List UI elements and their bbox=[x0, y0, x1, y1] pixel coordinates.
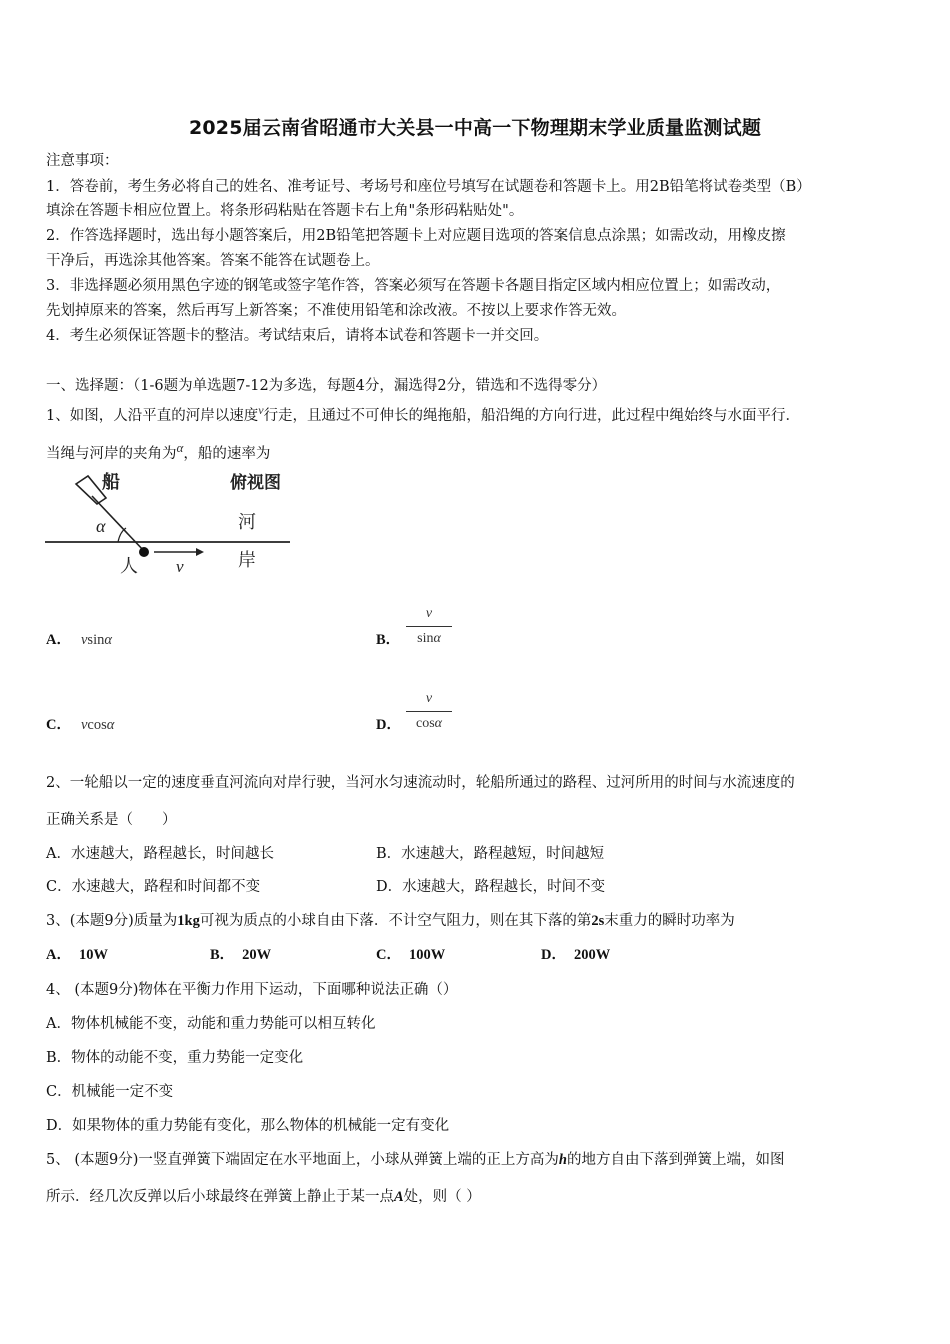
q4-option-a[interactable]: A．物体机械能不变，动能和重力势能可以相互转化 bbox=[46, 1016, 376, 1032]
q1-option-c[interactable] bbox=[46, 715, 114, 735]
notice-line: 2．作答选择题时，选出每小题答案后，用2B铅笔把答题卡上对应题目选项的答案信息点涂黑；如需改动，用橡皮擦 bbox=[46, 228, 786, 244]
q5-var-h: h bbox=[558, 1152, 567, 1168]
q2-option-a[interactable]: A．水速越大，路程越长，时间越长 bbox=[46, 846, 274, 862]
q1-option-b-fraction bbox=[406, 604, 452, 649]
notice-line: 1．答卷前，考生务必将自己的姓名、准考证号、考场号和座位号填写在试题卷和答题卡上。用2B铅笔将试卷类型（B） bbox=[46, 179, 811, 195]
option-label: C． bbox=[376, 947, 401, 963]
fraction-numerator: v bbox=[425, 691, 433, 706]
den-fn: cos bbox=[415, 716, 435, 731]
label-person: 人 bbox=[120, 556, 138, 577]
q3-option-a[interactable] bbox=[46, 945, 108, 965]
fraction-numerator: v bbox=[425, 606, 433, 621]
option-var: v bbox=[80, 717, 88, 733]
q1-option-d-fraction bbox=[406, 689, 452, 734]
q3-text: 3、(本题9分)质量为 bbox=[46, 913, 178, 929]
q3-text: 末重力的瞬时功率为 bbox=[604, 913, 735, 929]
q5-text: 所示．经几次反弹以后小球最终在弹簧上静止于某一点 bbox=[46, 1189, 394, 1205]
fraction-denominator bbox=[406, 714, 452, 734]
label-velocity: v bbox=[176, 557, 184, 576]
q1-text: 1、如图，人沿平直的河岸以速度 bbox=[46, 407, 259, 424]
velocity-arrowhead bbox=[196, 548, 204, 556]
q3-time: 2s bbox=[591, 913, 605, 929]
option-var: α bbox=[104, 632, 112, 648]
option-value: 20W bbox=[242, 947, 272, 963]
q1-option-a[interactable] bbox=[46, 630, 112, 650]
q4-stem: 4、 (本题9分)物体在平衡力作用下运动，下面哪种说法正确（） bbox=[46, 982, 458, 998]
notice-line: 先划掉原来的答案，然后再写上新答案；不准使用铅笔和涂改液。不按以上要求作答无效。 bbox=[46, 303, 626, 319]
option-label: A． bbox=[46, 947, 71, 963]
page-title: 2025届云南省昭通市大关县一中高一下物理期末学业质量监测试题 bbox=[188, 117, 762, 139]
option-label: B． bbox=[376, 632, 401, 648]
fraction-bar bbox=[406, 711, 452, 712]
q3-option-b[interactable] bbox=[210, 945, 271, 965]
den-fn: sin bbox=[417, 631, 434, 646]
q5-stem-line2 bbox=[46, 1187, 481, 1207]
notice-heading: 注意事项： bbox=[46, 153, 119, 169]
q2-stem-line2: 正确关系是（ ） bbox=[46, 812, 177, 828]
person-dot bbox=[139, 547, 149, 557]
q1-text: 行走，且通过不可伸长的绳拖船，船沿绳的方向行进，此过程中绳始终与水面平行． bbox=[263, 407, 801, 424]
option-value: 200W bbox=[573, 947, 611, 963]
q4-option-c[interactable]: C．机械能一定不变 bbox=[46, 1084, 174, 1100]
q5-var-a: A bbox=[394, 1189, 404, 1205]
option-value: 100W bbox=[408, 947, 446, 963]
q1-var-alpha: α bbox=[176, 440, 184, 455]
option-label: B． bbox=[210, 947, 235, 963]
q4-option-d[interactable]: D．如果物体的重力势能有变化，那么物体的机械能一定有变化 bbox=[46, 1118, 450, 1134]
option-fn: cos bbox=[87, 717, 107, 733]
option-label: D． bbox=[376, 717, 401, 733]
section-heading: 一、选择题：（1-6题为单选题7-12为多选，每题4分，漏选得2分，错选和不选得零分） bbox=[46, 378, 607, 394]
label-bank: 岸 bbox=[238, 550, 256, 571]
q2-stem-line1: 2、一轮船以一定的速度垂直河流向对岸行驶，当河水匀速流动时，轮船所通过的路程、过河所用的时间与水流速度的 bbox=[46, 775, 795, 791]
q5-stem-line1 bbox=[46, 1150, 784, 1170]
q1-text: 当绳与河岸的夹角为 bbox=[46, 445, 177, 462]
q5-text: 处，则（ ） bbox=[403, 1189, 481, 1205]
notice-line: 3．非选择题必须用黑色字迹的钢笔或签字笔作答，答案必须写在答题卡各题目指定区域内相应位置上；如需改动， bbox=[46, 278, 781, 294]
q5-text: 5、 (本题9分)一竖直弹簧下端固定在水平地面上，小球从弹簧上端的正上方高为 bbox=[46, 1152, 559, 1168]
option-label: C． bbox=[46, 717, 71, 733]
q3-option-c[interactable] bbox=[376, 945, 445, 965]
notice-line: 填涂在答题卡相应位置上。将条形码粘贴在答题卡右上角"条形码粘贴处"。 bbox=[46, 203, 524, 219]
q5-text: 的地方自由下落到弹簧上端，如图 bbox=[566, 1152, 785, 1168]
label-boat: 船 bbox=[102, 472, 120, 493]
option-value: 10W bbox=[78, 947, 108, 963]
q1-stem-line1 bbox=[46, 400, 800, 426]
label-river: 河 bbox=[238, 512, 256, 533]
option-var: v bbox=[80, 632, 88, 648]
q1-stem-line2 bbox=[46, 438, 270, 464]
q3-text: 可视为质点的小球自由下落．不计空气阻力，则在其下落的第 bbox=[199, 913, 592, 929]
fraction-denominator bbox=[406, 629, 452, 649]
q3-mass: 1kg bbox=[177, 913, 200, 929]
q1-var-v: v bbox=[258, 403, 264, 417]
fraction-bar bbox=[406, 626, 452, 627]
q2-option-d[interactable]: D．水速越大，路程越长，时间不变 bbox=[376, 879, 606, 895]
label-alpha: α bbox=[96, 516, 106, 536]
option-label: A． bbox=[46, 632, 71, 648]
q1-figure bbox=[40, 466, 300, 582]
option-fn: sin bbox=[87, 632, 105, 648]
label-view: 俯视图 bbox=[230, 473, 281, 493]
notice-line: 干净后，再选涂其他答案。答案不能答在试题卷上。 bbox=[46, 253, 380, 269]
den-var: α bbox=[433, 631, 441, 646]
den-var: α bbox=[434, 716, 443, 731]
option-label: D． bbox=[541, 947, 566, 963]
q3-option-d[interactable] bbox=[541, 945, 610, 965]
q4-option-b[interactable]: B．物体的动能不变，重力势能一定变化 bbox=[46, 1050, 304, 1066]
q2-option-c[interactable]: C．水速越大，路程和时间都不变 bbox=[46, 879, 261, 895]
q2-option-b[interactable]: B．水速越大，路程越短，时间越短 bbox=[376, 846, 605, 862]
q1-text: ，船的速率为 bbox=[183, 445, 271, 462]
q3-stem bbox=[46, 911, 735, 931]
option-var: α bbox=[106, 717, 115, 733]
notice-line: 4．考生必须保证答题卡的整洁。考试结束后，请将本试卷和答题卡一并交回。 bbox=[46, 328, 549, 344]
